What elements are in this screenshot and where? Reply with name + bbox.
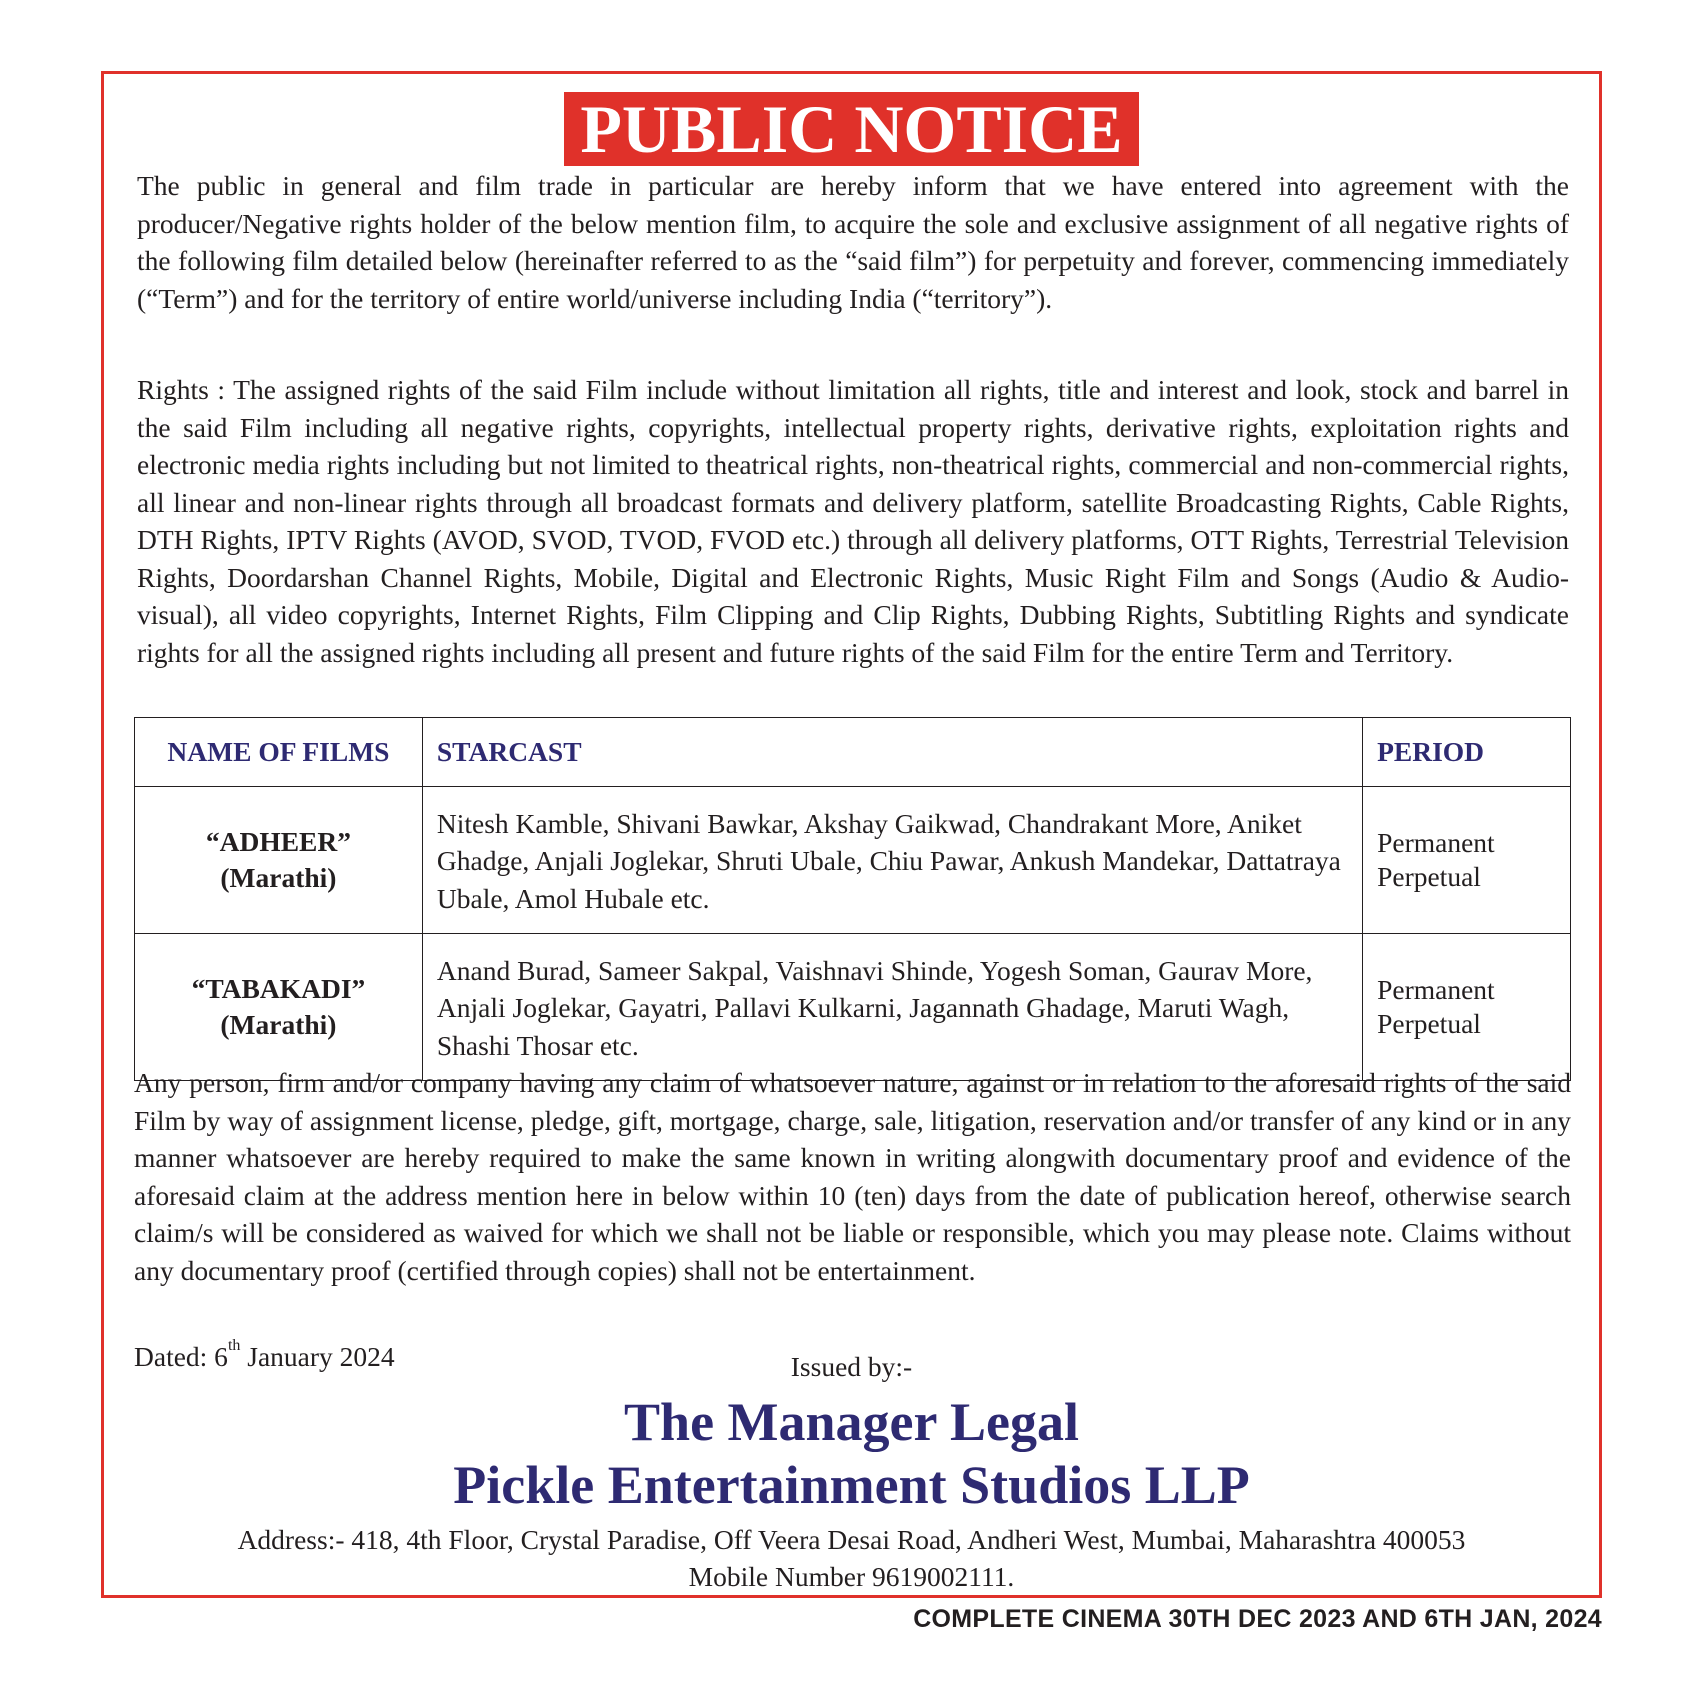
film-title: “ADHEER”	[205, 826, 352, 857]
issuer-address-block	[104, 1521, 1599, 1595]
period-line: Permanent	[1377, 974, 1495, 1005]
dated-label: Dated: 6	[134, 1341, 228, 1372]
film-name-cell	[135, 787, 423, 934]
issuer-company: Pickle Entertainment Studios LLP	[453, 1455, 1250, 1515]
issuer-address: Address:- 418, 4th Floor, Crystal Paradise, Off Veera Desai Road, Andheri West, Mumbai, Maharashtra 400053	[237, 1524, 1466, 1555]
rights-paragraph: Rights : The assigned rights of the said Film include without limitation all rights, title and interest and look, stock and barrel in the said Film including all negative rights, copyrights, intellectual property rights, derivative rights, exploitation rights and electronic media rights including but not limited to theatrical rights, non-theatrical rights, commercial and non-commercial rights, all linear and non-linear rights through all broadcast formats and delivery platform, satellite Broadcasting Rights, Cable Rights, DTH Rights, IPTV Rights (AVOD, SVOD, TVOD, FVOD etc.) through all delivery platforms, OTT Rights, Terrestrial Television Rights, Doordarshan Channel Rights, Mobile, Digital and Electronic Rights, Music Right Film and Songs (Audio & Audio-visual), all video copyrights, Internet Rights, Film Clipping and Clip Rights, Dubbing Rights, Subtitling Rights and syndicate rights for all the assigned rights including all present and future rights of the said Film for the entire Term and Territory.	[137, 374, 1569, 668]
title-wrap	[104, 92, 1599, 166]
intro-paragraph: The public in general and film trade in particular are hereby inform that we have entered into agreement with the producer/Negative rights holder of the below mention film, to acquire the sole and exclusive assignment of all negative rights of the following film detailed below (hereinafter referred to as the “said film”) for perpetuity and forever, commencing immediately (“Term”) and for the territory of entire world/universe including India (“territory”).	[137, 170, 1569, 314]
table-row	[135, 787, 1571, 934]
film-name-cell	[135, 934, 423, 1081]
film-title: “TABAKADI”	[191, 973, 366, 1004]
page-title: PUBLIC NOTICE	[564, 92, 1138, 166]
film-language: (Marathi)	[220, 862, 337, 893]
issuer-mobile: Mobile Number 9619002111.	[688, 1561, 1015, 1592]
period-cell	[1363, 934, 1571, 1081]
header-starcast: STARCAST	[422, 718, 1362, 787]
claims-paragraph: Any person, firm and/or company having any claim of whatsoever nature, against or in relation to the aforesaid rights of the said Film by way of assignment license, pledge, gift, mortgage, charge, sale, litigation, reservation and/or transfer of any kind or in any manner whatsoever are hereby required to make the same known in writing alongwith documentary proof and evidence of the aforesaid claim at the address mention here in below within 10 (ten) days from the date of publication hereof, otherwise search claim/s will be considered as waived for which we shall not be liable or responsible, which you may please note. Claims without any documentary proof (certified through copies) shall not be entertainment.	[134, 1067, 1571, 1286]
table-row	[135, 934, 1571, 1081]
film-language: (Marathi)	[220, 1009, 337, 1040]
period-line: Permanent	[1377, 827, 1495, 858]
header-period: PERIOD	[1363, 718, 1571, 787]
starcast-cell: Nitesh Kamble, Shivani Bawkar, Akshay Gaikwad, Chandrakant More, Aniket Ghadge, Anjali Joglekar, Shruti Ubale, Chiu Pawar, Ankush Mandekar, Dattatraya Ubale, Amol Hubale etc.	[422, 787, 1362, 934]
dated-rest: January 2024	[240, 1341, 395, 1372]
issuer-title: The Manager Legal	[624, 1392, 1079, 1452]
period-line: Perpetual	[1377, 861, 1481, 892]
table-header-row	[135, 718, 1571, 787]
starcast-cell: Anand Burad, Sameer Sakpal, Vaishnavi Shinde, Yogesh Soman, Gaurav More, Anjali Joglekar, Gayatri, Pallavi Kulkarni, Jagannath Ghadage, Maruti Wagh, Shashi Thosar etc.	[422, 934, 1362, 1081]
films-table	[134, 717, 1571, 1081]
notice-box	[101, 71, 1602, 1598]
publication-footer: COMPLETE CINEMA 30TH DEC 2023 AND 6TH JAN, 2024	[913, 1605, 1602, 1633]
period-cell	[1363, 787, 1571, 934]
dated-suffix: th	[227, 1337, 241, 1354]
period-line: Perpetual	[1377, 1008, 1481, 1039]
issued-by: Issued by:-	[790, 1351, 913, 1382]
header-name-of-films: NAME OF FILMS	[135, 718, 423, 787]
